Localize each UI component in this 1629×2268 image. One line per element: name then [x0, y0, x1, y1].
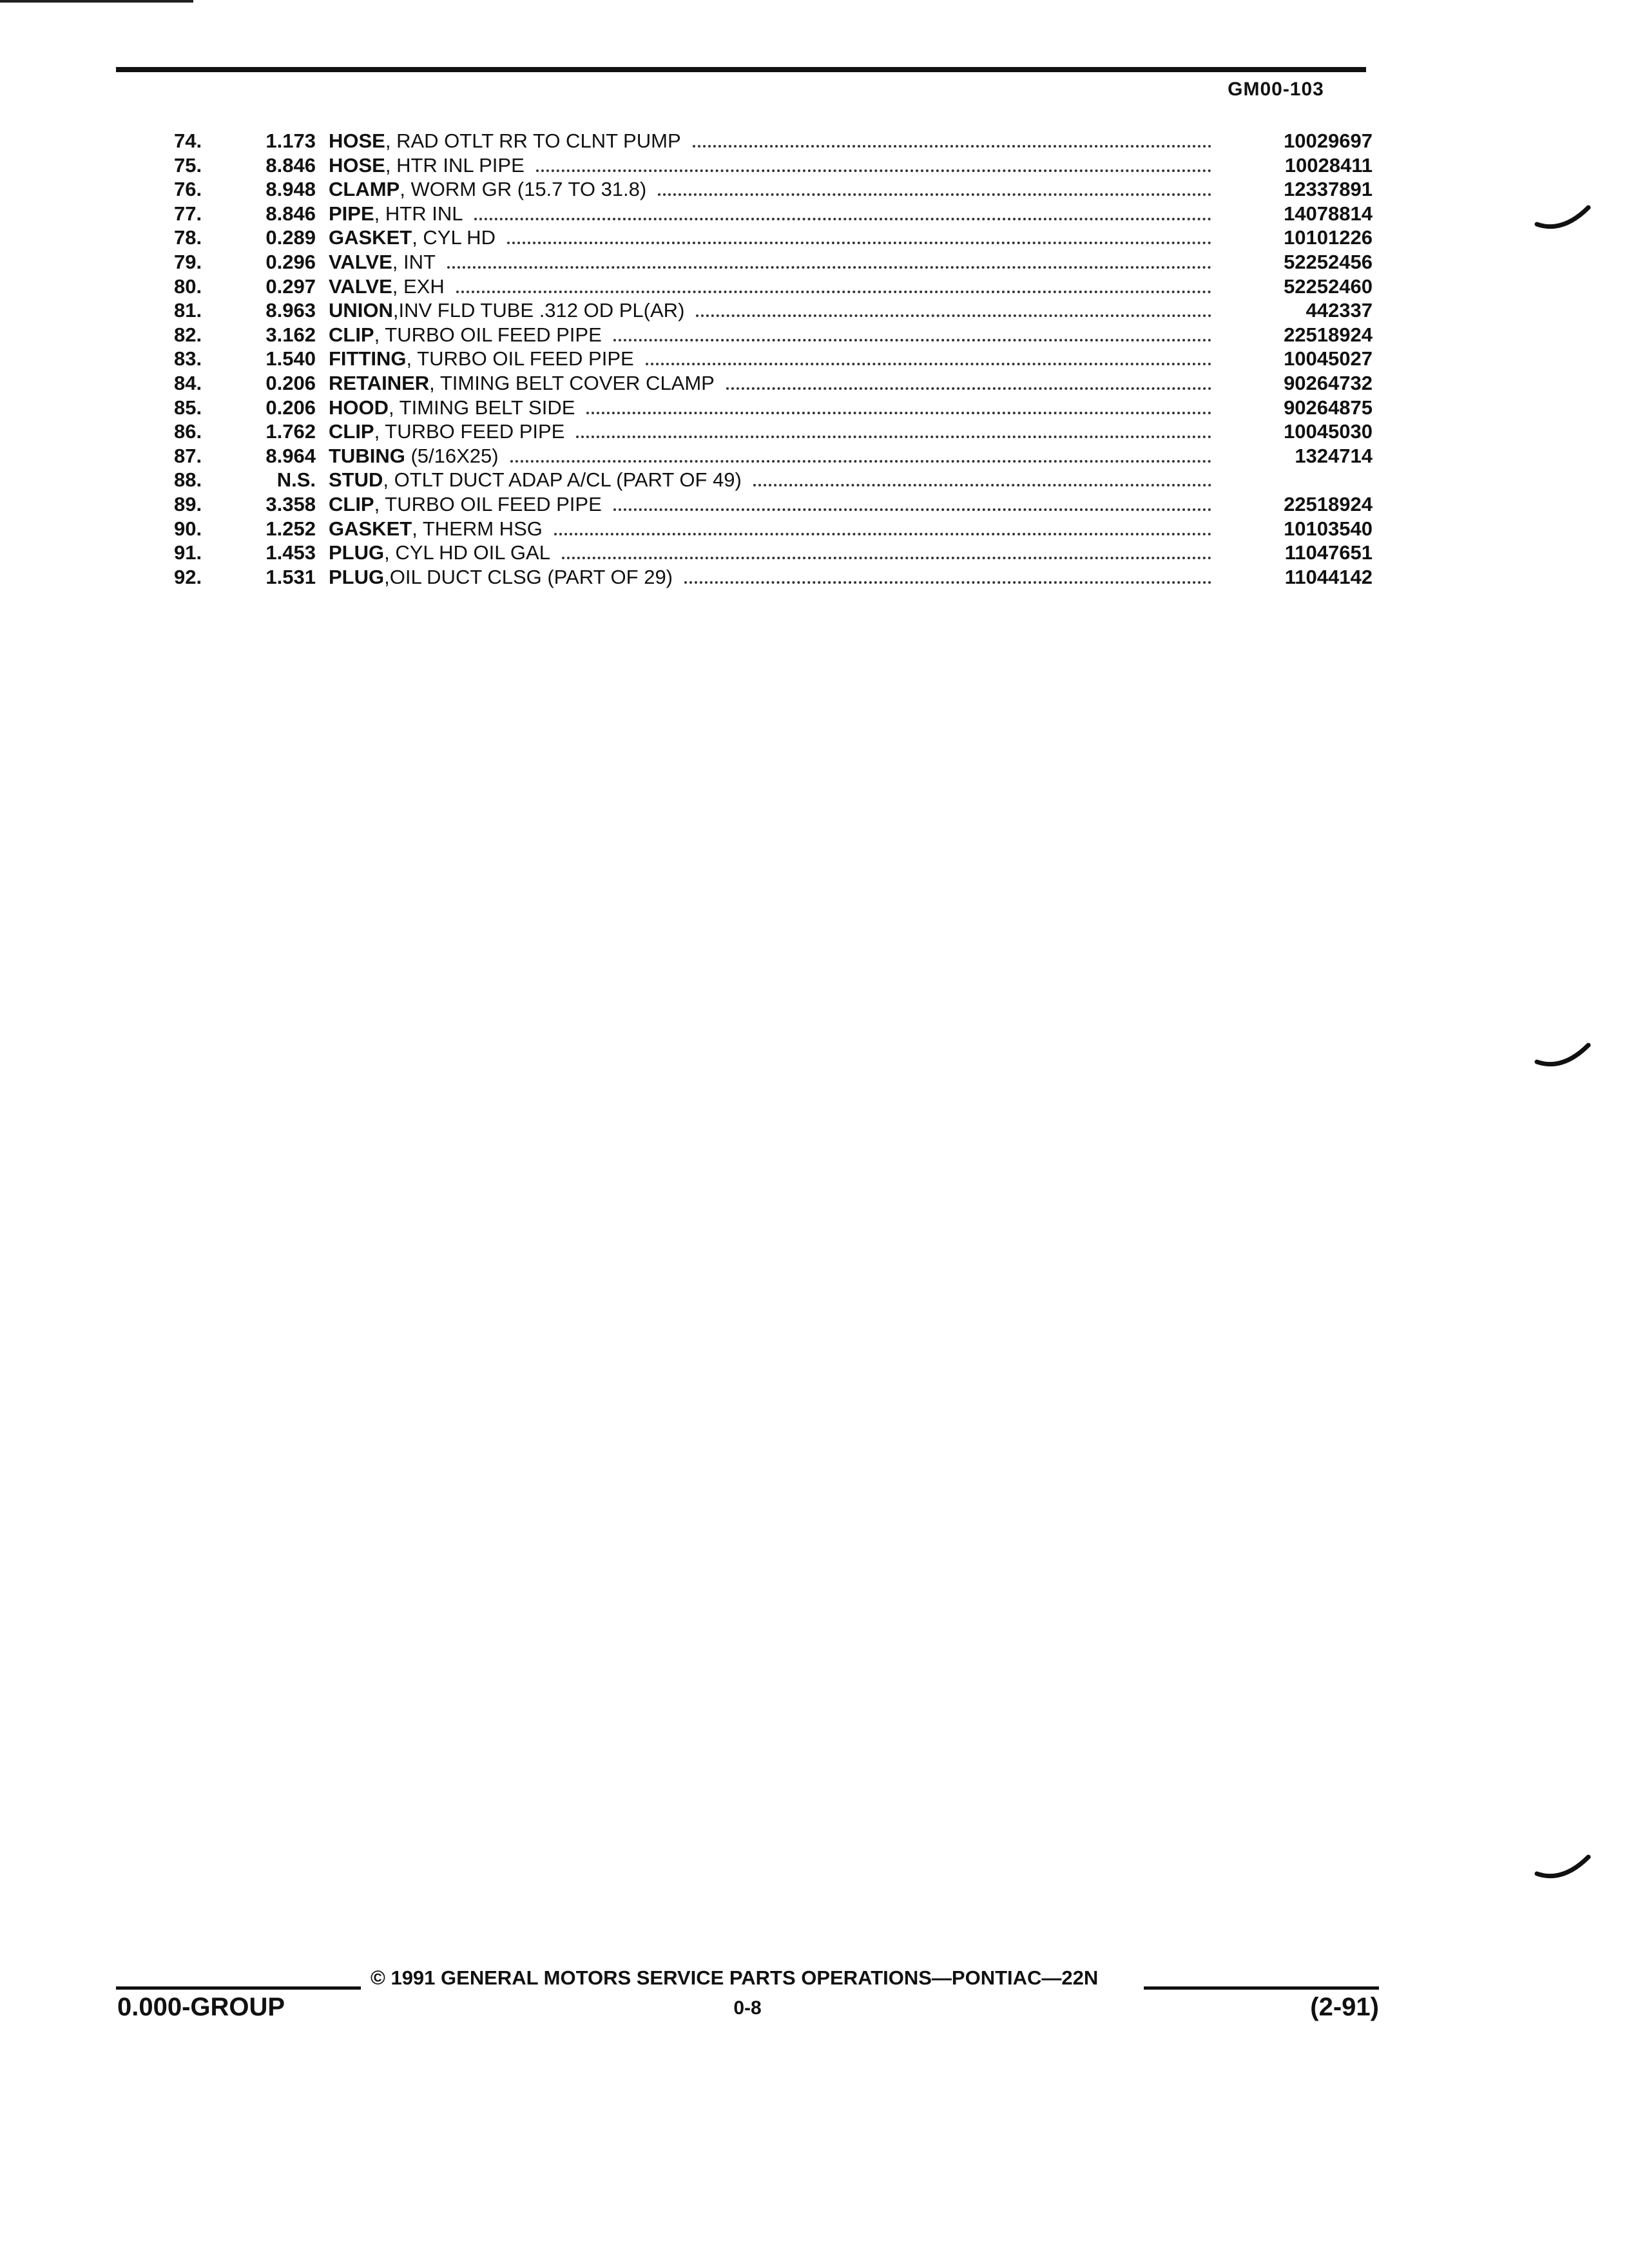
dot-leader	[510, 460, 1211, 463]
group-reference: 8.963	[265, 299, 316, 322]
part-name: PLUG	[329, 565, 385, 588]
part-name: GASKET	[329, 517, 412, 540]
item-number: 90.	[174, 517, 202, 540]
binder-mark-icon	[1534, 193, 1592, 232]
group-reference: 1.531	[265, 565, 316, 588]
item-number: 88.	[174, 468, 202, 492]
corner-scan-mark	[0, 0, 193, 3]
part-name: CLIP	[329, 492, 374, 515]
dot-leader	[613, 508, 1211, 511]
dot-leader	[726, 387, 1211, 390]
group-reference: 8.846	[265, 202, 316, 225]
item-number: 87.	[174, 444, 202, 467]
part-row	[174, 298, 1373, 323]
item-number: 78.	[174, 226, 202, 249]
footer-date: (2-91)	[1310, 1993, 1379, 2021]
part-detail: , THERM HSG	[412, 517, 543, 540]
description-text	[329, 347, 646, 370]
description-text	[329, 541, 562, 564]
part-number: 10028411	[1284, 153, 1373, 177]
binder-mark-icon	[1534, 1031, 1592, 1070]
part-row	[174, 468, 1373, 492]
item-number: 76.	[174, 178, 202, 201]
dot-leader	[658, 193, 1211, 196]
part-number: 22518924	[1284, 492, 1373, 515]
part-name: UNION	[329, 299, 393, 322]
footer-page-number: 0-8	[733, 1997, 762, 2019]
part-description	[329, 347, 1211, 371]
part-detail: , CYL HD	[412, 226, 496, 249]
part-name: TUBING	[329, 444, 405, 467]
part-row	[174, 153, 1373, 178]
description-text	[329, 153, 536, 177]
dot-leader	[613, 339, 1211, 341]
part-detail: , TURBO FEED PIPE	[374, 420, 565, 443]
part-number: 10045027	[1284, 347, 1373, 370]
part-name: VALVE	[329, 274, 392, 298]
description-text	[329, 129, 693, 153]
group-reference: 0.206	[265, 371, 316, 394]
dot-leader	[684, 581, 1211, 584]
item-number: 92.	[174, 565, 202, 588]
part-detail: , CYL HD OIL GAL	[384, 541, 550, 564]
part-number: 442337	[1306, 299, 1373, 322]
part-description	[329, 298, 1211, 323]
group-reference: 0.289	[265, 226, 316, 249]
part-description	[329, 492, 1211, 517]
page-id: GM00-103	[1228, 79, 1324, 100]
part-number: 11047651	[1284, 541, 1373, 564]
footer-rule-left	[116, 1986, 361, 1990]
part-row	[174, 129, 1373, 153]
group-reference: 1.762	[265, 420, 316, 443]
group-reference: 1.540	[265, 347, 316, 370]
item-number: 80.	[174, 274, 202, 298]
part-number: 10103540	[1284, 517, 1373, 540]
group-reference: 0.296	[265, 250, 316, 273]
description-text	[329, 274, 456, 298]
dot-leader	[753, 484, 1211, 486]
part-description	[329, 129, 1211, 153]
description-text	[329, 517, 554, 541]
item-number: 81.	[174, 299, 202, 322]
group-reference: 8.948	[265, 178, 316, 201]
description-text	[329, 396, 586, 419]
part-description	[329, 371, 1211, 396]
part-row	[174, 396, 1373, 420]
item-number: 86.	[174, 420, 202, 443]
part-row	[174, 419, 1373, 444]
part-row	[174, 250, 1373, 274]
part-number: 52252456	[1284, 250, 1373, 273]
dot-leader	[456, 291, 1211, 293]
group-reference: 0.206	[265, 396, 316, 419]
part-name: FITTING	[329, 347, 407, 370]
dot-leader	[562, 557, 1211, 559]
part-description	[329, 565, 1211, 590]
part-description	[329, 274, 1211, 299]
dot-leader	[696, 314, 1211, 317]
part-name: HOSE	[329, 130, 385, 152]
part-description	[329, 517, 1211, 541]
item-number: 82.	[174, 323, 202, 346]
part-row	[174, 226, 1373, 250]
part-number: 22518924	[1284, 323, 1373, 346]
part-row	[174, 202, 1373, 226]
item-number: 89.	[174, 492, 202, 515]
part-row	[174, 541, 1373, 565]
part-description	[329, 153, 1211, 178]
item-number: 85.	[174, 396, 202, 419]
part-detail: , TIMING BELT COVER CLAMP	[429, 371, 715, 394]
part-row	[174, 371, 1373, 396]
part-detail: , EXH	[392, 274, 445, 298]
part-number: 14078814	[1284, 202, 1373, 225]
item-number: 74.	[174, 130, 202, 152]
part-row	[174, 323, 1373, 347]
part-row	[174, 347, 1373, 371]
dot-leader	[693, 145, 1211, 148]
part-number: 12337891	[1284, 178, 1373, 201]
part-name: HOOD	[329, 396, 389, 419]
part-name: CLAMP	[329, 178, 400, 201]
item-number: 91.	[174, 541, 202, 564]
part-detail: , TURBO OIL FEED PIPE	[374, 492, 602, 515]
part-detail: (5/16X25)	[405, 444, 499, 467]
group-reference: 3.358	[265, 492, 316, 515]
part-detail: , RAD OTLT RR TO CLNT PUMP	[385, 130, 681, 152]
part-description	[329, 396, 1211, 420]
footer-copyright: © 1991 GENERAL MOTORS SERVICE PARTS OPERATIONS—PONTIAC—22N	[371, 1966, 1099, 1989]
footer-group-label: 0.000-GROUP	[117, 1993, 285, 2021]
part-detail: , HTR INL	[374, 202, 463, 225]
part-number: 52252460	[1284, 274, 1373, 298]
part-detail: , HTR INL PIPE	[385, 153, 525, 177]
description-text	[329, 177, 658, 201]
part-detail: ,OIL DUCT CLSG (PART OF 29)	[384, 565, 673, 588]
description-text	[329, 492, 613, 516]
part-name: PIPE	[329, 202, 374, 225]
part-description	[329, 250, 1211, 274]
part-detail: , TIMING BELT SIDE	[389, 396, 575, 419]
item-number: 77.	[174, 202, 202, 225]
part-detail: , OTLT DUCT ADAP A/CL (PART OF 49)	[383, 468, 742, 492]
part-row	[174, 177, 1373, 202]
part-description	[329, 444, 1211, 468]
description-text	[329, 468, 753, 492]
part-number: 90264732	[1284, 371, 1373, 394]
part-description	[329, 323, 1211, 347]
part-detail: , TURBO OIL FEED PIPE	[406, 347, 634, 370]
part-row	[174, 492, 1373, 517]
part-name: GASKET	[329, 226, 412, 249]
group-reference: N.S.	[276, 468, 316, 492]
part-number: 90264875	[1284, 396, 1373, 419]
parts-list	[174, 129, 1373, 589]
description-text	[329, 298, 696, 322]
part-description	[329, 202, 1211, 226]
item-number: 79.	[174, 250, 202, 273]
part-row	[174, 565, 1373, 590]
part-name: CLIP	[329, 420, 374, 443]
group-reference: 3.162	[265, 323, 316, 346]
part-number: 10029697	[1284, 130, 1373, 152]
part-detail: , WORM GR (15.7 TO 31.8)	[400, 178, 647, 201]
part-name: HOSE	[329, 153, 385, 177]
group-reference: 1.173	[265, 130, 316, 152]
group-reference: 8.846	[265, 153, 316, 177]
part-number: 10101226	[1284, 226, 1373, 249]
dot-leader	[447, 266, 1211, 269]
part-name: RETAINER	[329, 371, 430, 394]
part-detail: ,INV FLD TUBE .312 OD PL(AR)	[392, 299, 685, 322]
footer-rule-right	[1144, 1986, 1379, 1990]
part-detail: , INT	[392, 250, 436, 273]
group-reference: 8.964	[265, 444, 316, 467]
part-number: 1324714	[1295, 444, 1373, 467]
dot-leader	[507, 242, 1211, 244]
dot-leader	[536, 169, 1211, 172]
group-reference: 1.252	[265, 517, 316, 540]
part-detail: , TURBO OIL FEED PIPE	[374, 323, 602, 346]
item-number: 83.	[174, 347, 202, 370]
part-name: STUD	[329, 468, 383, 492]
dot-leader	[586, 412, 1211, 414]
group-reference: 1.453	[265, 541, 316, 564]
part-number: 10045030	[1284, 420, 1373, 443]
part-description	[329, 541, 1211, 565]
item-number: 84.	[174, 371, 202, 394]
part-description	[329, 419, 1211, 444]
binder-mark-icon	[1534, 1843, 1592, 1881]
part-row	[174, 444, 1373, 468]
header-rule	[116, 67, 1366, 72]
description-text	[329, 565, 684, 589]
dot-leader	[576, 436, 1211, 438]
description-text	[329, 419, 576, 443]
part-name: PLUG	[329, 541, 385, 564]
description-text	[329, 250, 447, 274]
group-reference: 0.297	[265, 274, 316, 298]
part-name: CLIP	[329, 323, 374, 346]
part-name: VALVE	[329, 250, 392, 273]
description-text	[329, 202, 474, 226]
description-text	[329, 444, 510, 468]
part-row	[174, 274, 1373, 299]
part-description	[329, 468, 1211, 492]
description-text	[329, 323, 613, 347]
part-number: 11044142	[1284, 565, 1373, 588]
dot-leader	[474, 218, 1211, 220]
description-text	[329, 371, 726, 395]
dot-leader	[554, 533, 1211, 535]
part-description	[329, 226, 1211, 250]
part-description	[329, 177, 1211, 202]
part-row	[174, 517, 1373, 541]
item-number: 75.	[174, 153, 202, 177]
description-text	[329, 226, 507, 249]
dot-leader	[646, 363, 1211, 365]
